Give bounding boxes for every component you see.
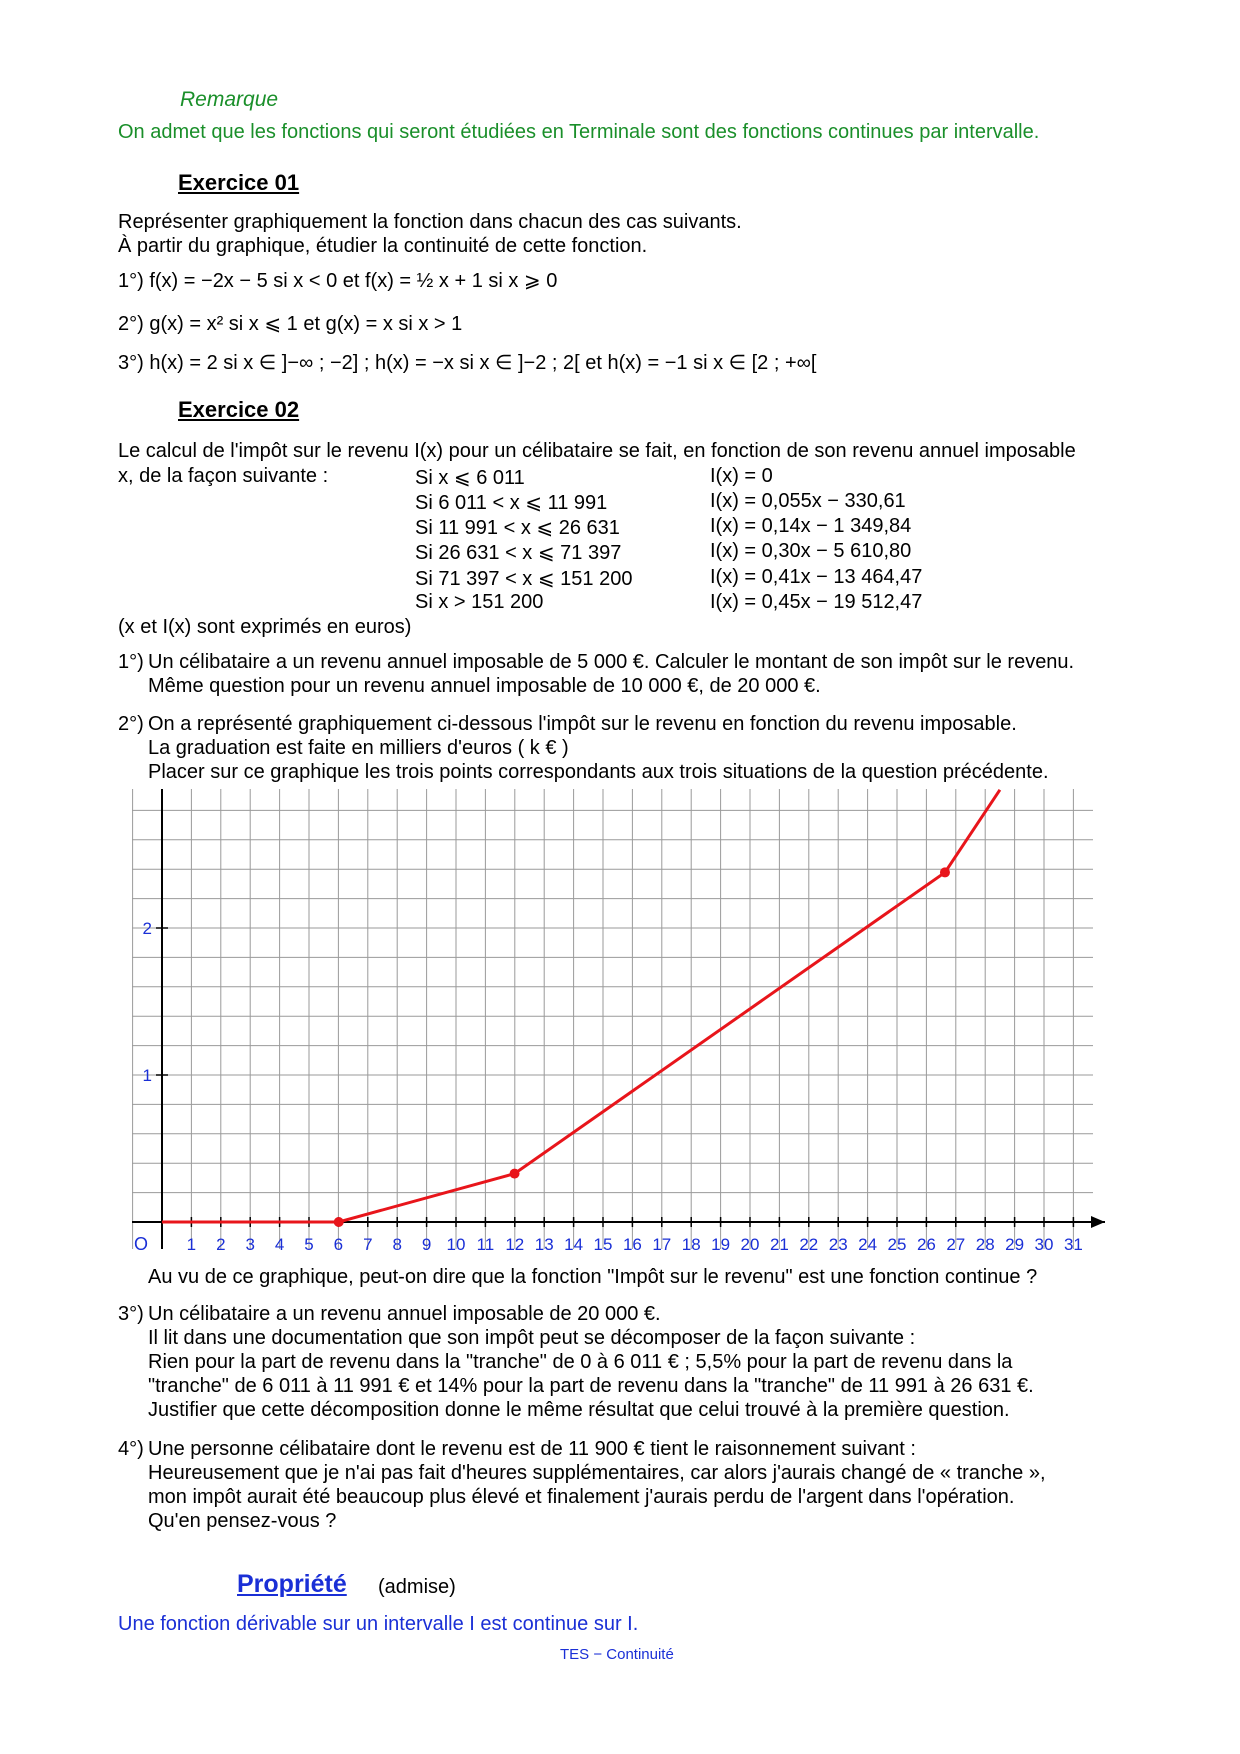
tax-chart — [0, 780, 1240, 1260]
exercice-02-title: Exercice 02 — [178, 397, 300, 422]
x-tick-label: 8 — [392, 1235, 402, 1254]
propriete-title: Propriété — [237, 1570, 347, 1598]
ex02-q2-line1: On a représenté graphiquement ci-dessous l'impôt sur le revenu en fonction du revenu imposable. — [148, 713, 1017, 735]
bracket-formula: I(x) = 0,30x − 5 610,80 — [710, 540, 912, 562]
x-tick-label: 5 — [304, 1235, 314, 1254]
data-point — [940, 867, 950, 877]
ex02-intro-line2: x, de la façon suivante : — [118, 465, 329, 487]
remarque-text: On admet que les fonctions qui seront étudiées en Terminale sont des fonctions continues par intervalle. — [118, 121, 1040, 143]
x-tick-label: 23 — [828, 1235, 848, 1254]
bracket-formula: I(x) = 0,45x − 19 512,47 — [710, 591, 923, 613]
x-tick-label: 22 — [799, 1235, 819, 1254]
x-tick-label: 30 — [1034, 1235, 1054, 1254]
propriete-note: (admise) — [378, 1576, 456, 1598]
data-point — [334, 1217, 344, 1227]
bracket-condition: Si 71 397 < x ⩽ 151 200 — [415, 568, 633, 590]
ex02-q3-line4: "tranche" de 6 011 à 11 991 € et 14% pour la part de revenu dans la "tranche" de 11 991 à 26 631 €. — [148, 1375, 1034, 1397]
origin-label: O — [134, 1234, 149, 1254]
ex02-q4-line1: Une personne célibataire dont le revenu est de 11 900 € tient le raisonnement suivant : — [148, 1438, 916, 1460]
x-tick-label: 10 — [446, 1235, 466, 1254]
ex02-q2-line2: La graduation est faite en milliers d'euros ( k € ) — [148, 737, 569, 759]
ex02-intro-line1: Le calcul de l'impôt sur le revenu I(x) pour un célibataire se fait, en fonction de son revenu annuel imposable — [118, 440, 1076, 462]
x-tick-label: 2 — [216, 1235, 226, 1254]
x-tick-label: 3 — [245, 1235, 255, 1254]
x-tick-label: 24 — [858, 1235, 878, 1254]
x-tick-label: 1 — [186, 1235, 197, 1254]
ex02-q3-number: 3°) — [118, 1303, 144, 1325]
x-tick-label: 26 — [916, 1235, 936, 1254]
bracket-formula: I(x) = 0,14x − 1 349,84 — [710, 515, 912, 537]
bracket-formula: I(x) = 0,055x − 330,61 — [710, 490, 906, 512]
x-tick-label: 16 — [622, 1235, 642, 1254]
x-tick-label: 4 — [274, 1235, 285, 1254]
x-tick-label: 15 — [593, 1235, 613, 1254]
ex01-intro-line2: À partir du graphique, étudier la continuité de cette fonction. — [118, 235, 648, 257]
x-tick-label: 20 — [740, 1235, 760, 1254]
chart-ticks — [134, 919, 1083, 1254]
x-tick-label: 21 — [769, 1235, 789, 1254]
bracket-condition: Si 26 631 < x ⩽ 71 397 — [415, 542, 622, 564]
x-axis-arrow — [1091, 1216, 1105, 1228]
ex02-q3-line2: Il lit dans une documentation que son impôt peut se décomposer de la façon suivante : — [148, 1327, 916, 1349]
x-tick-label: 12 — [505, 1235, 525, 1254]
series-line — [162, 790, 1000, 1222]
x-tick-label: 7 — [363, 1235, 373, 1254]
x-tick-label: 19 — [711, 1235, 731, 1254]
ex02-q2-after: Au vu de ce graphique, peut-on dire que la fonction "Impôt sur le revenu" est une fonction continue ? — [148, 1266, 1038, 1288]
x-tick-label: 18 — [681, 1235, 701, 1254]
ex01-question-1: 1°) f(x) = −2x − 5 si x < 0 et f(x) = ½ x + 1 si x ⩾ 0 — [118, 270, 558, 292]
ex02-q3-line3: Rien pour la part de revenu dans la "tranche" de 0 à 6 011 € ; 5,5% pour la part de revenu dans la — [148, 1351, 1013, 1373]
bracket-formula: I(x) = 0,41x − 13 464,47 — [710, 566, 923, 588]
ex02-q2-number: 2°) — [118, 713, 144, 735]
bracket-condition: Si 6 011 < x ⩽ 11 991 — [415, 492, 608, 514]
ex02-q1-number: 1°) — [118, 651, 144, 673]
ex02-q3-line5: Justifier que cette décomposition donne le même résultat que celui trouvé à la première question. — [148, 1399, 1010, 1421]
remarque-title: Remarque — [180, 88, 279, 111]
ex01-intro-line1: Représenter graphiquement la fonction dans chacun des cas suivants. — [118, 211, 742, 233]
x-tick-label: 28 — [975, 1235, 995, 1254]
x-tick-label: 13 — [534, 1235, 554, 1254]
propriete-text: Une fonction dérivable sur un intervalle I est continue sur I. — [118, 1613, 639, 1635]
ex02-q4-line2: Heureusement que je n'ai pas fait d'heures supplémentaires, car alors j'aurais changé de « tranche », — [148, 1462, 1046, 1484]
x-tick-label: 29 — [1005, 1235, 1025, 1254]
ex02-q4-line3: mon impôt aurait été beaucoup plus élevé et finalement j'aurais perdu de l'argent dans l'opération. — [148, 1486, 1015, 1508]
chart-grid — [132, 789, 1093, 1249]
ex02-q1-line1: Un célibataire a un revenu annuel imposable de 5 000 €. Calculer le montant de son impôt sur le revenu. — [148, 651, 1075, 673]
bracket-formula: I(x) = 0 — [710, 465, 773, 487]
ex02-q3-line1: Un célibataire a un revenu annuel imposable de 20 000 €. — [148, 1303, 661, 1325]
ex01-question-2: 2°) g(x) = x² si x ⩽ 1 et g(x) = x si x > 1 — [118, 313, 463, 335]
exercice-01-title: Exercice 01 — [178, 170, 300, 195]
chart-series — [162, 790, 1000, 1227]
data-point — [510, 1169, 520, 1179]
x-tick-label: 14 — [564, 1235, 584, 1254]
y-tick-label: 2 — [142, 919, 152, 938]
bracket-condition: Si x ⩽ 6 011 — [415, 467, 525, 489]
x-tick-label: 6 — [333, 1235, 344, 1254]
x-tick-label: 9 — [421, 1235, 432, 1254]
ex02-q4-number: 4°) — [118, 1438, 144, 1460]
y-tick-label: 1 — [142, 1066, 152, 1085]
ex02-q2-line3: Placer sur ce graphique les trois points correspondants aux trois situations de la question précédente. — [148, 761, 1049, 783]
bracket-condition: Si 11 991 < x ⩽ 26 631 — [415, 517, 620, 539]
bracket-condition: Si x > 151 200 — [415, 591, 544, 613]
ex02-q1-line2: Même question pour un revenu annuel imposable de 10 000 €, de 20 000 €. — [148, 675, 821, 697]
chart-axes — [132, 789, 1105, 1249]
x-tick-label: 25 — [887, 1235, 907, 1254]
x-tick-label: 17 — [652, 1235, 672, 1254]
page-footer: TES − Continuité — [560, 1646, 674, 1663]
units-note: (x et I(x) sont exprimés en euros) — [118, 616, 412, 638]
ex02-q4-line4: Qu'en pensez-vous ? — [148, 1510, 337, 1532]
x-tick-label: 31 — [1063, 1235, 1083, 1254]
ex01-question-3: 3°) h(x) = 2 si x ∈ ]−∞ ; −2] ; h(x) = −x si x ∈ ]−2 ; 2[ et h(x) = −1 si x ∈ [2 ; +∞[ — [118, 352, 817, 374]
x-tick-label: 11 — [476, 1235, 495, 1254]
x-tick-label: 27 — [946, 1235, 966, 1254]
